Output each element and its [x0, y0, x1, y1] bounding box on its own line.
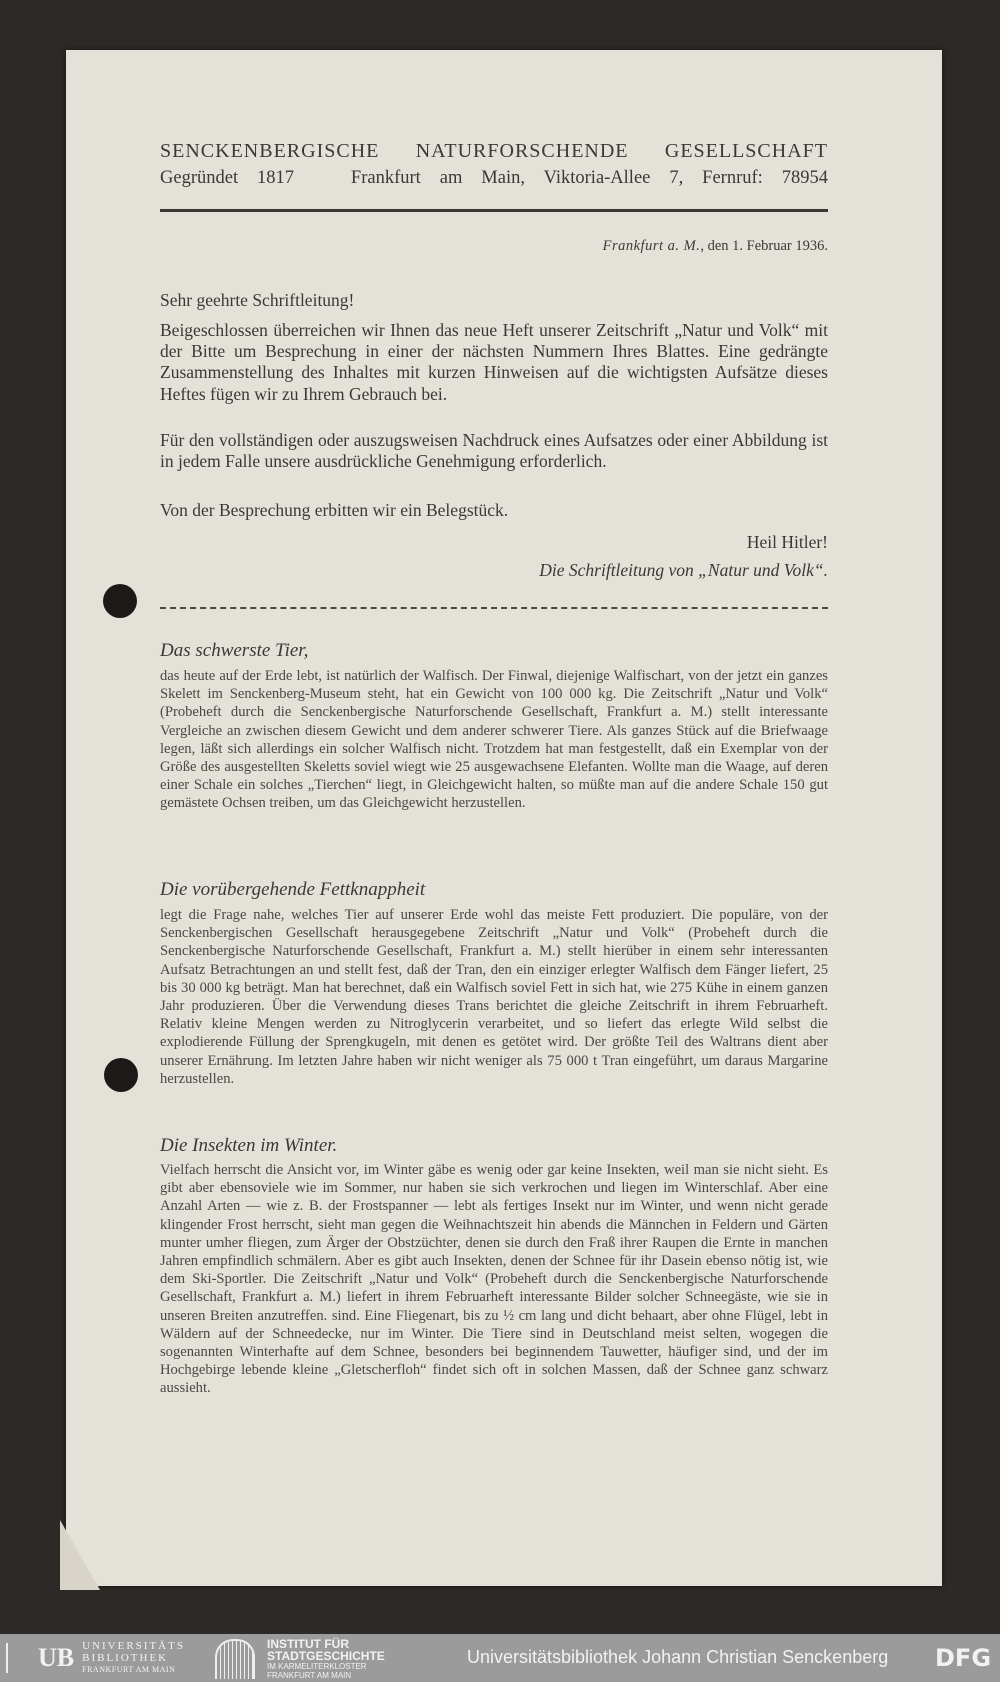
date-place: Frankfurt a. M.: [602, 238, 701, 254]
letterhead-rule: [160, 209, 828, 212]
signature: Die Schriftleitung von „Natur und Volk“.: [539, 560, 828, 580]
article-body: das heute auf der Erde lebt, ist natürlich der Walfisch. Der Finwal, diejenige Walfischart, von der jetzt ein ganzes Skelett im Senckenberg-Museum steht, hat ein Gewicht von 100 000 kg. Die Zeitschrift „Natur und Volk“ (Probeheft durch die Senckenbergische Naturforschende Gesellschaft, Frankfurt a. M.) stellt interessante Vergleiche an zwischen diesem Gewicht und dem anderer schwerer Tiere. Als ganzes Stück auf die Briefwaage legen, läßt sich allerdings ein solcher Walfisch nicht. Trotzdem hat man festgestellt, daß ein Exemplar von der Größe des ausgestellten Skeletts soviel wiegt wie 25 ausgewachsene Elefanten. Wollte man die Waage, auf deren einer Schale ein solches „Tierchen“ liegt, in Gleichgewicht halten, so müßte man auf die andere Schale 150 gut gemästete Ochsen treiben, um das Gleichgewicht herzustellen.: [160, 668, 828, 812]
ifs-line: INSTITUT FÜR: [267, 1637, 349, 1651]
ub-logo[interactable]: [6, 1640, 185, 1676]
date-text: , den 1. Februar 1936.: [700, 238, 828, 254]
dfg-logo[interactable]: DFG: [935, 1644, 992, 1672]
letter-paragraph: Beigeschlossen überreichen wir Ihnen das neue Heft unserer Zeitschrift „Natur und Volk“ mit der Bitte um Besprechung in einer der nächsten Nummern Ihres Blattes. Eine gedrängte Zusammenstellung des Inhaltes mit kurzen Hinweisen auf die wichtigsten Aufsätze dieses Heftes fügen wir zu Ihrem Gebrauch bei.: [160, 320, 828, 404]
arch-icon: [215, 1639, 255, 1679]
punch-hole: [104, 1058, 138, 1092]
cut-line: [160, 607, 828, 609]
article-body: Vielfach herrscht die Ansicht vor, im Winter gäbe es wenig oder gar keine Insekten, weil man sie nicht sieht. Es gibt aber ebensoviele wie im Sommer, nur haben sie sich verkrochen und liegen im Winterschlaf. Aber eine Anzahl Arten — wie z. B. der Frostspanner — lebt als fertiges Insekt nur im Winter, und wenn nicht gerade klingender Frost herrscht, sieht man gegen die Weihnachtszeit hin abends die Männchen in Feldern und Gärten munter umher fliegen, zum Ärger der Obstzüchter, denen sie durch den Fraß ihrer Raupen die Ernte in manchen Jahren empfindlich schmälern. Aber es gibt auch Insekten, denen der Schnee für ihr Dasein ebenso nötig ist, wie dem Ski-Sportler. Die Zeitschrift „Natur und Volk“ (Probeheft durch die Senckenbergische Naturforschende Gesellschaft, Frankfurt a. M.) liefert in ihrem Februarheft interessante Bilder solcher Schneegäste, wie sie in unseren Breiten anzutreffen. sind. Eine Fliegenart, bis zu ½ cm lang und dicht behaart, aber ohne Flügel, lebt in Wäldern auf der Schneedecke, nur im Winter. Die Tiere sind in Deutschland meist selten, wogegen die sogenannten Winterhafte auf dem Schnee, besonders bei beginnendem Tauwetter, häufiger sind, und der im Hochgebirge lebende kleine „Gletscherfloh“ findet sich oft in solchen Massen, daß der Schnee ganz schwarz aussieht.: [160, 1162, 828, 1397]
ifs-line: FRANKFURT AM MAIN: [267, 1671, 352, 1680]
article-title: Das schwerste Tier,: [160, 640, 309, 661]
ub-mark: UB: [6, 1643, 74, 1673]
founded: Gegründet 1817: [160, 168, 295, 188]
punch-hole: [103, 584, 137, 618]
article-title: Die Insekten im Winter.: [160, 1135, 338, 1156]
letter-date: [160, 238, 828, 255]
letter-paragraph: Von der Besprechung erbitten wir ein Belegstück.: [160, 500, 509, 520]
ub-line: UNIVERSITÄTS: [82, 1640, 185, 1652]
article-body: legt die Frage nahe, welches Tier auf unserer Erde wohl das meiste Fett produziert. Die populäre, von der Senckenbergischen Gesellschaft herausgegebene Zeitschrift „Natur und Volk“ (Probeheft durch die Senckenbergische Naturforschende Gesellschaft, Frankfurt a. M.) stellt hierüber in einem sehr interessanten Aufsatz Betrachtungen an und stellt fest, daß der Tran, den ein einziger erlegter Walfisch dem Fänger liefert, 25 bis 30 000 kg beträgt. Man hat berechnet, daß ein Walfisch soviel Fett in sich hat, wie 275 Kühe in einem ganzen Jahr produzieren. Über die Verwendung dieses Trans berichtet die gleiche Zeitschrift in ihrem Februarheft. Relativ kleine Mengen werden zu Nitroglycerin verarbeitet, und so liefert das erlegte Wild selbst die explodierende Füllung der Sprengkugeln, mit denen es getötet wird. Der größte Teil des Waltrans dient aber unserer Ernährung. Im letzten Jahre haben wir nicht weniger als 75 000 t Tran eingeführt, um daraus Margarine herzustellen.: [160, 907, 828, 1087]
ifs-line: IM KARMELITERKLOSTER: [267, 1662, 367, 1671]
ub-line: BIBLIOTHEK: [82, 1652, 169, 1664]
letterhead-org: SENCKENBERGISCHE NATURFORSCHENDE GESELLSCHAFT: [160, 140, 828, 162]
address: Frankfurt am Main, Viktoria-Allee 7, Fernruf: 78954: [350, 168, 828, 188]
letter-paragraph: Für den vollständigen oder auszugsweisen Nachdruck eines Aufsatzes oder einer Abbildung ist in jedem Falle unsere ausdrückliche Genehmigung erforderlich.: [160, 430, 828, 472]
ifs-line: STADTGESCHICHTE: [267, 1649, 385, 1663]
article-title: Die vorübergehende Fettknappheit: [160, 879, 426, 900]
letterhead-address-line: [160, 168, 828, 189]
footer-bar: [0, 1634, 1000, 1682]
ub-text: [82, 1640, 185, 1676]
library-name[interactable]: Universitätsbibliothek Johann Christian Senckenberg: [467, 1647, 889, 1667]
ub-line: FRANKFURT AM MAIN: [82, 1665, 176, 1674]
salutation: Sehr geehrte Schriftleitung!: [160, 290, 355, 310]
ifs-text: [267, 1638, 385, 1680]
ifs-logo[interactable]: [215, 1638, 385, 1680]
closing: Heil Hitler!: [746, 532, 828, 552]
